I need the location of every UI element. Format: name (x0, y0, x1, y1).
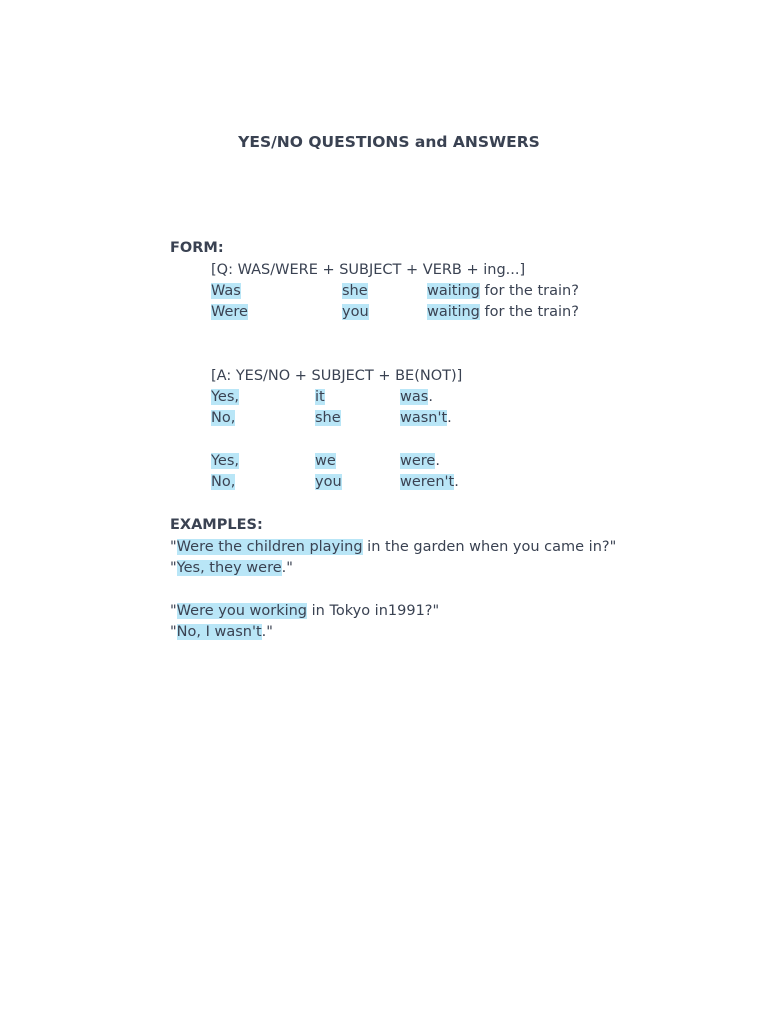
answer-row-be: weren't. (400, 474, 459, 490)
question-pattern: [Q: WAS/WERE + SUBJECT + VERB + ing...] (211, 262, 526, 278)
question-row-verb: waiting for the train? (427, 283, 579, 299)
question-row-subject: you (342, 304, 369, 320)
answer-row-yesno: No, (211, 410, 236, 426)
question-row-verb: waiting for the train? (427, 304, 579, 320)
example-line: "Were the children playing in the garden when you came in?" (170, 539, 617, 555)
page-title: YES/NO QUESTIONS and ANSWERS (238, 133, 540, 151)
example-line: "No, I wasn't." (170, 624, 273, 640)
examples-heading: EXAMPLES: (170, 517, 263, 533)
example-line: "Yes, they were." (170, 560, 293, 576)
question-row-aux: Was (211, 283, 241, 299)
example-line: "Were you working in Tokyo in1991?" (170, 603, 440, 619)
answer-row-subject: you (315, 474, 342, 490)
answer-row-be: wasn't. (400, 410, 452, 426)
answer-row-subject: she (315, 410, 341, 426)
question-row-aux: Were (211, 304, 248, 320)
answer-row-yesno: Yes, (211, 453, 240, 469)
answer-row-yesno: No, (211, 474, 236, 490)
answer-pattern: [A: YES/NO + SUBJECT + BE(NOT)] (211, 368, 463, 384)
answer-row-be: were. (400, 453, 440, 469)
answer-row-yesno: Yes, (211, 389, 240, 405)
answer-row-subject: it (315, 389, 325, 405)
answer-row-be: was. (400, 389, 433, 405)
answer-row-subject: we (315, 453, 336, 469)
form-heading: FORM: (170, 240, 224, 256)
question-row-subject: she (342, 283, 368, 299)
